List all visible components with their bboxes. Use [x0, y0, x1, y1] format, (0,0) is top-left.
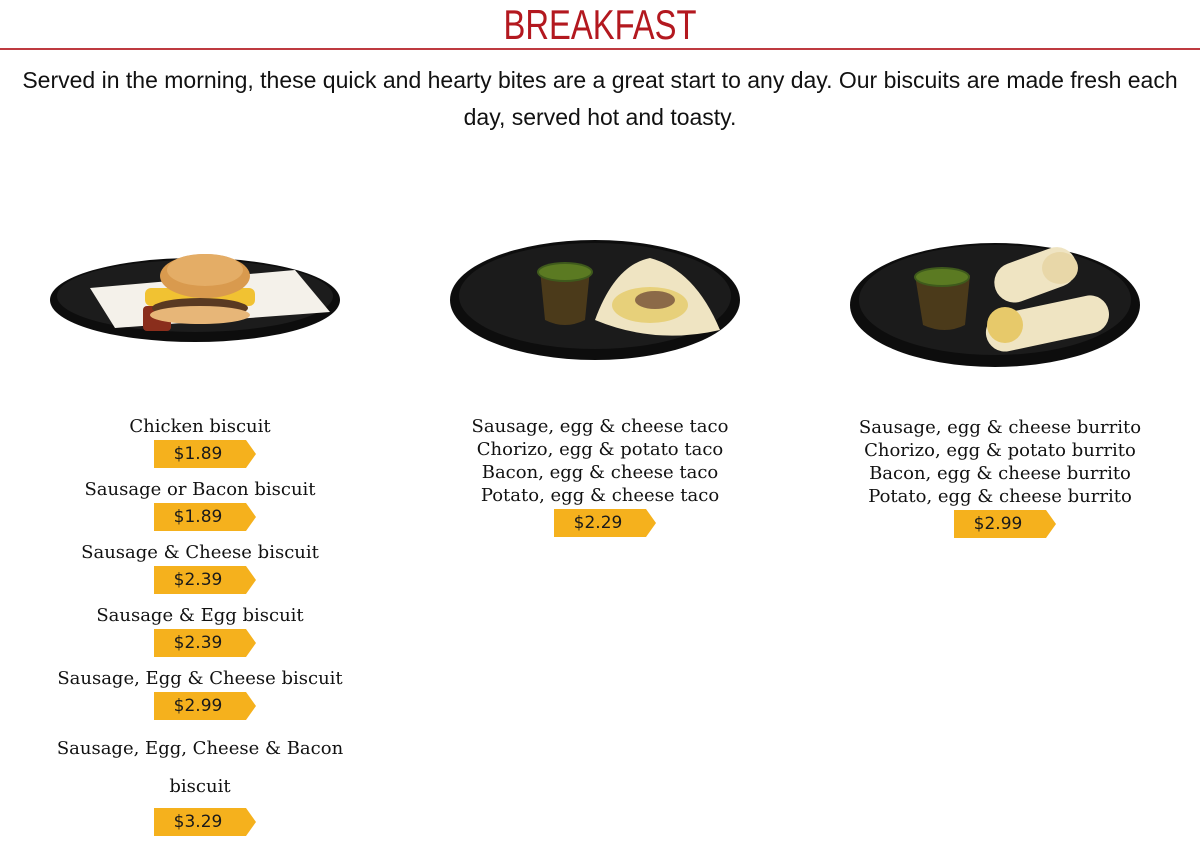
item-name: Bacon, egg & cheese burrito [869, 463, 1131, 484]
price-tag: $2.99 [154, 692, 247, 720]
item-name: Sausage, Egg, Cheese & Bacon biscuit [56, 738, 344, 797]
taco-list [400, 415, 800, 537]
item-name: Sausage & Cheese biscuit [81, 542, 319, 563]
price-tag: $1.89 [154, 503, 247, 531]
list-item [0, 415, 400, 468]
item-name: Bacon, egg & cheese taco [481, 462, 719, 483]
price-tag: $2.99 [954, 510, 1047, 538]
title-divider [0, 48, 1200, 50]
item-name: Chicken biscuit [129, 416, 271, 437]
section-title: BREAKFAST [503, 1, 697, 48]
list-item [0, 730, 400, 836]
price-tag: $3.29 [154, 808, 247, 836]
item-name: Sausage, Egg & Cheese biscuit [57, 668, 343, 689]
burrito-list [800, 416, 1200, 538]
item-name: Sausage, egg & cheese burrito [858, 417, 1142, 438]
taco-plate-photo [445, 200, 755, 385]
price-tag: $1.89 [154, 440, 247, 468]
section-description: Served in the morning, these quick and hearty bites are a great start to any day. Our biscuits are made fresh each day, served hot and toasty. [22, 67, 1178, 130]
price-tag: $2.29 [554, 509, 647, 537]
price-tag: $2.39 [154, 566, 247, 594]
list-item [0, 667, 400, 720]
item-name: Sausage, egg & cheese taco [471, 416, 729, 437]
item-name: Chorizo, egg & potato burrito [864, 440, 1136, 461]
section-header [0, 0, 1200, 50]
biscuit-list [0, 415, 400, 846]
list-item [0, 541, 400, 594]
list-item [0, 604, 400, 657]
item-name: Potato, egg & cheese taco [480, 485, 720, 506]
item-name: Potato, egg & cheese burrito [868, 486, 1132, 507]
item-name: Chorizo, egg & potato taco [476, 439, 724, 460]
item-name: Sausage & Egg biscuit [96, 605, 304, 626]
list-item [0, 478, 400, 531]
item-name: Sausage or Bacon biscuit [84, 479, 316, 500]
burrito-plate-photo [845, 200, 1155, 385]
price-tag: $2.39 [154, 629, 247, 657]
biscuit-sandwich-photo [45, 200, 355, 385]
